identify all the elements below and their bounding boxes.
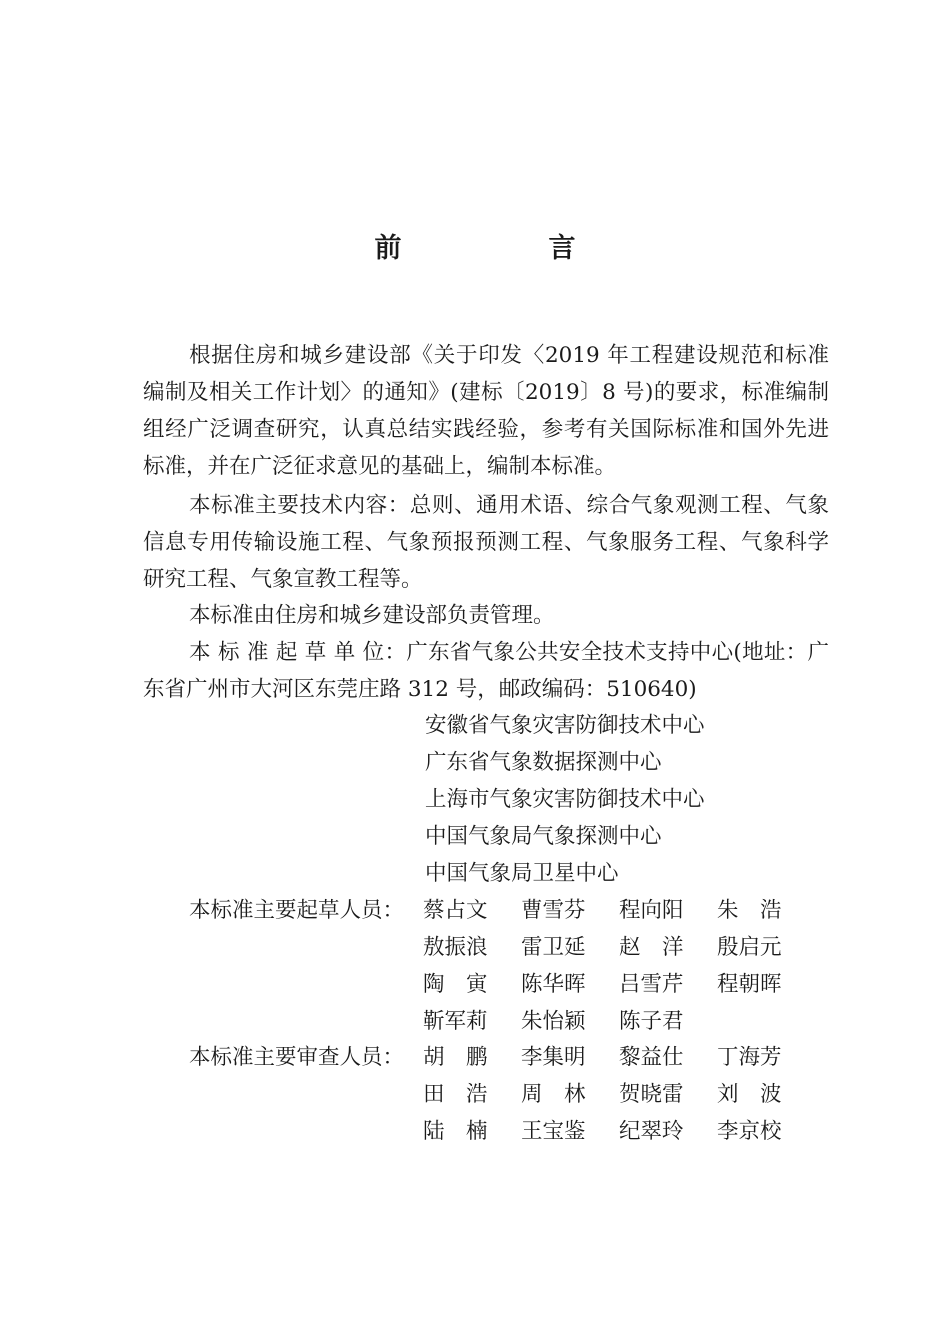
- reviewer-name: 丁海芳: [717, 1045, 782, 1070]
- drafters-names: [423, 892, 815, 1040]
- drafter-name: 吕雪芹: [619, 972, 684, 997]
- drafters-label: 本标准主要起草人员：: [189, 898, 405, 923]
- reviewer-name: 纪翠玲: [619, 1119, 684, 1144]
- drafting-units-list: [425, 707, 705, 892]
- page-title: 前 言: [374, 233, 636, 264]
- list-item: 中国气象局气象探测中心: [425, 824, 662, 849]
- list-item: 安徽省气象灾害防御技术中心: [425, 713, 705, 738]
- drafter-name: 陈子君: [619, 1009, 684, 1034]
- drafter-name: 朱怡颖: [521, 1009, 586, 1034]
- drafter-name: 蔡占文: [423, 898, 488, 923]
- drafter-name: 曹雪芬: [521, 898, 586, 923]
- drafter-name: 朱 浩: [717, 898, 782, 923]
- list-item: 广东省气象数据探测中心: [425, 750, 662, 775]
- paragraph-basis: 根据住房和城乡建设部《关于印发〈2019 年工程建设规范和标准编制及相关工作计划〉的通知》(建标〔2019〕8 号)的要求，标准编制组经广泛调查研究，认真总结实践经验，参考有关国际标准和国外先进标准，并在广泛征求意见的基础上，编制本标准。: [143, 343, 829, 479]
- reviewer-name: 贺晓雷: [619, 1082, 684, 1107]
- drafter-name: 雷卫延: [521, 935, 586, 960]
- paragraph-content: 本标准主要技术内容：总则、通用术语、综合气象观测工程、气象信息专用传输设施工程、气象预报预测工程、气象服务工程、气象科学研究工程、气象宣教工程等。: [143, 493, 829, 592]
- reviewer-name: 李集明: [521, 1045, 586, 1070]
- drafter-name: 靳军莉: [423, 1009, 488, 1034]
- reviewer-name: 陆 楠: [423, 1119, 488, 1144]
- reviewer-name: 李京校: [717, 1119, 782, 1144]
- drafter-name: 敖振浪: [423, 935, 488, 960]
- reviewer-name: 田 浩: [423, 1082, 488, 1107]
- reviewer-name: 王宝鉴: [521, 1119, 586, 1144]
- paragraph-management: 本标准由住房和城乡建设部负责管理。: [189, 603, 555, 628]
- reviewers-names: [423, 1039, 815, 1150]
- list-item: 上海市气象灾害防御技术中心: [425, 787, 705, 812]
- drafter-name: 程朝晖: [717, 972, 782, 997]
- paragraph-chief-unit: 本 标 准 起 草 单 位：广东省气象公共安全技术支持中心(地址：广东省广州市大河区东莞庄路 312 号，邮政编码：510640): [143, 640, 829, 702]
- reviewer-name: 胡 鹏: [423, 1045, 488, 1070]
- reviewer-name: 黎益仕: [619, 1045, 684, 1070]
- reviewer-name: 周 林: [521, 1082, 586, 1107]
- drafter-name: 陈华晖: [521, 972, 586, 997]
- reviewer-name: 刘 波: [717, 1082, 782, 1107]
- list-item: 中国气象局卫星中心: [425, 861, 619, 886]
- drafter-name: 殷启元: [717, 935, 782, 960]
- drafter-name: 赵 洋: [619, 935, 684, 960]
- reviewers-label: 本标准主要审查人员：: [189, 1045, 405, 1070]
- drafter-name: 陶 寅: [423, 972, 488, 997]
- drafter-name: 程向阳: [619, 898, 684, 923]
